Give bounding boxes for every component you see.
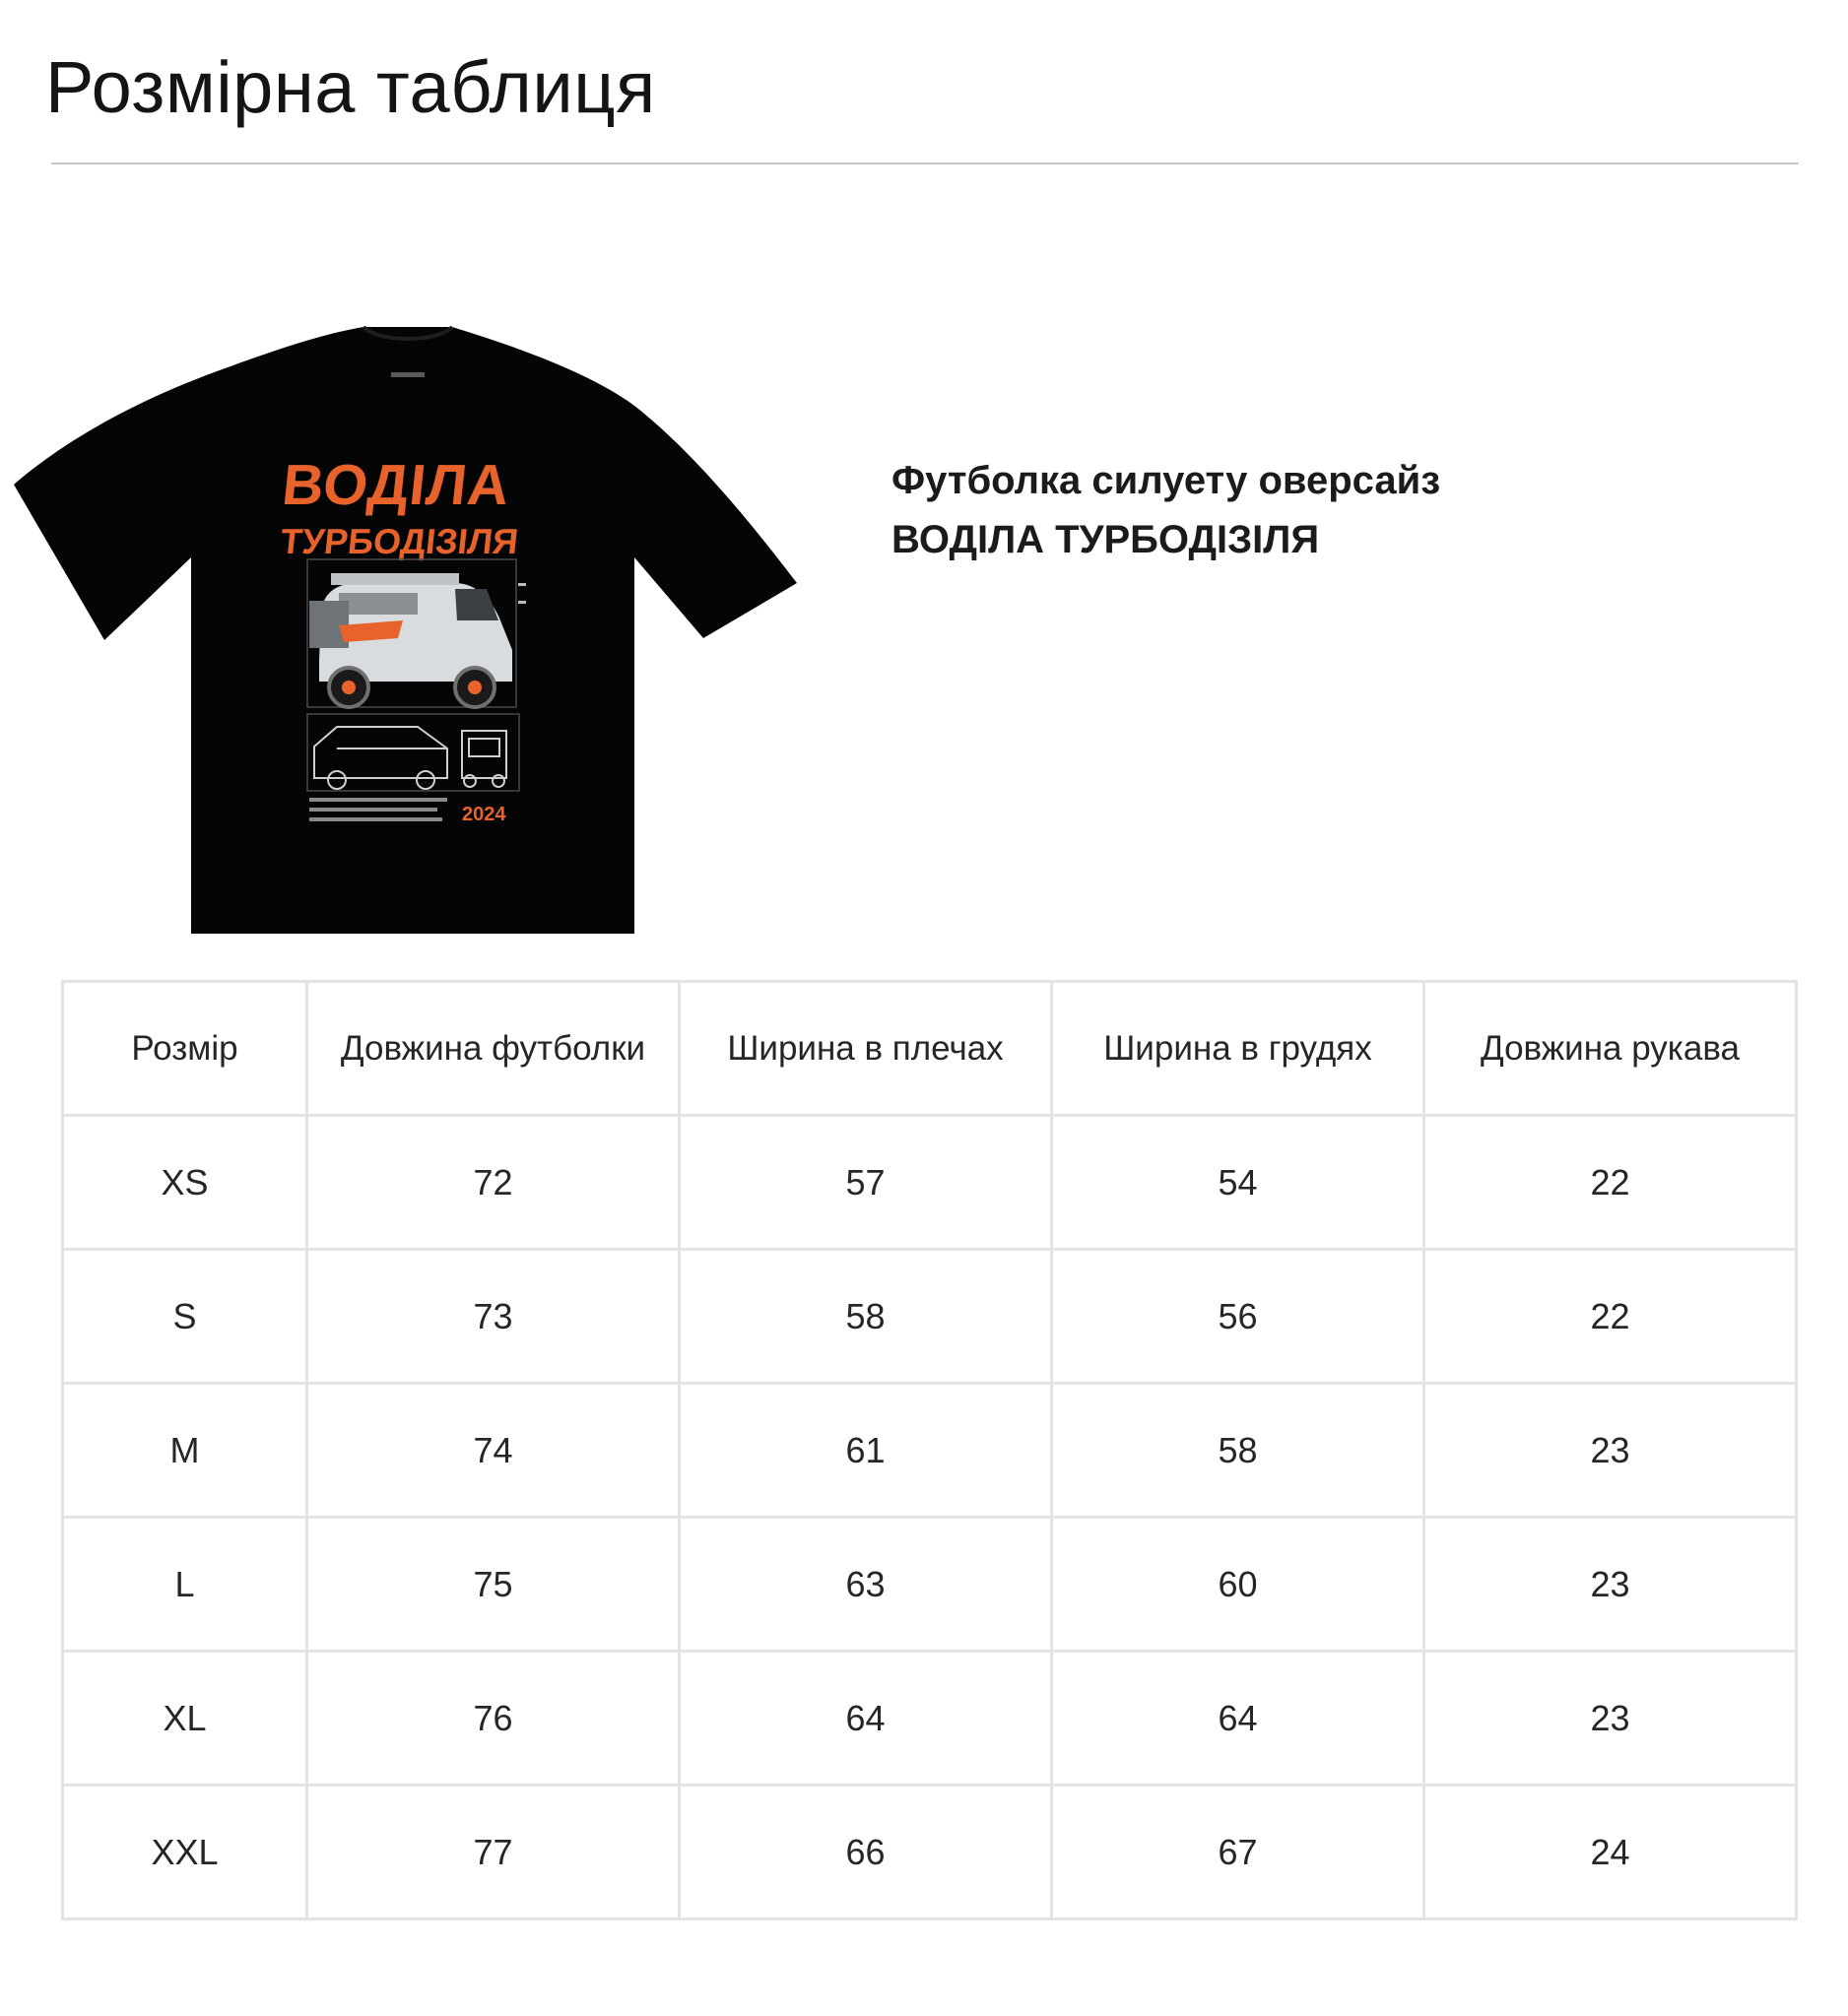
table-row xyxy=(63,1786,1797,1919)
cell-chest-width: 67 xyxy=(1052,1786,1424,1919)
cell-sleeve-length: 23 xyxy=(1424,1518,1797,1652)
header-chest-width: Ширина в грудях xyxy=(1052,982,1424,1116)
print-fine-text xyxy=(309,798,447,821)
cell-size: L xyxy=(63,1518,307,1652)
print-title-2: ТУРБОДІЗІЛЯ xyxy=(278,521,521,561)
table-row xyxy=(63,1116,1797,1250)
cell-shoulder-width: 64 xyxy=(680,1652,1052,1786)
cell-chest-width: 58 xyxy=(1052,1384,1424,1518)
page-title: Розмірна таблиця xyxy=(45,46,656,128)
print-title-1: ВОДІЛА xyxy=(279,453,514,517)
cell-sleeve-length: 24 xyxy=(1424,1786,1797,1919)
header-shoulder-width: Ширина в плечах xyxy=(680,982,1052,1116)
cell-tshirt-length: 72 xyxy=(307,1116,680,1250)
product-description xyxy=(891,451,1440,569)
cell-chest-width: 64 xyxy=(1052,1652,1424,1786)
cell-shoulder-width: 63 xyxy=(680,1518,1052,1652)
product-tshirt-image xyxy=(14,325,802,936)
table-row xyxy=(63,1250,1797,1384)
cell-shoulder-width: 66 xyxy=(680,1786,1052,1919)
header-size: Розмір xyxy=(63,982,307,1116)
table-row xyxy=(63,1652,1797,1786)
cell-chest-width: 56 xyxy=(1052,1250,1424,1384)
cell-tshirt-length: 73 xyxy=(307,1250,680,1384)
cell-sleeve-length: 23 xyxy=(1424,1652,1797,1786)
cell-tshirt-length: 75 xyxy=(307,1518,680,1652)
header-sleeve-length: Довжина рукава xyxy=(1424,982,1797,1116)
cell-tshirt-length: 74 xyxy=(307,1384,680,1518)
cell-sleeve-length: 22 xyxy=(1424,1250,1797,1384)
cell-size: M xyxy=(63,1384,307,1518)
cell-sleeve-length: 23 xyxy=(1424,1384,1797,1518)
table-header-row xyxy=(63,982,1797,1116)
cell-chest-width: 54 xyxy=(1052,1116,1424,1250)
cell-size: XL xyxy=(63,1652,307,1786)
cell-tshirt-length: 76 xyxy=(307,1652,680,1786)
cell-tshirt-length: 77 xyxy=(307,1786,680,1919)
cell-size: S xyxy=(63,1250,307,1384)
title-divider xyxy=(51,163,1799,164)
table-row xyxy=(63,1518,1797,1652)
product-description-line1: Футболка силуету оверсайз xyxy=(891,459,1441,502)
cell-sleeve-length: 22 xyxy=(1424,1116,1797,1250)
table-row xyxy=(63,1384,1797,1518)
cell-chest-width: 60 xyxy=(1052,1518,1424,1652)
size-chart-table xyxy=(61,980,1798,1920)
cell-shoulder-width: 57 xyxy=(680,1116,1052,1250)
neck-label xyxy=(391,372,425,377)
cell-shoulder-width: 58 xyxy=(680,1250,1052,1384)
cell-size: XS xyxy=(63,1116,307,1250)
print-year: 2024 xyxy=(462,804,506,825)
header-tshirt-length: Довжина футболки xyxy=(307,982,680,1116)
cell-size: XXL xyxy=(63,1786,307,1919)
cell-shoulder-width: 61 xyxy=(680,1384,1052,1518)
product-description-line2: ВОДІЛА ТУРБОДІЗІЛЯ xyxy=(891,518,1320,561)
